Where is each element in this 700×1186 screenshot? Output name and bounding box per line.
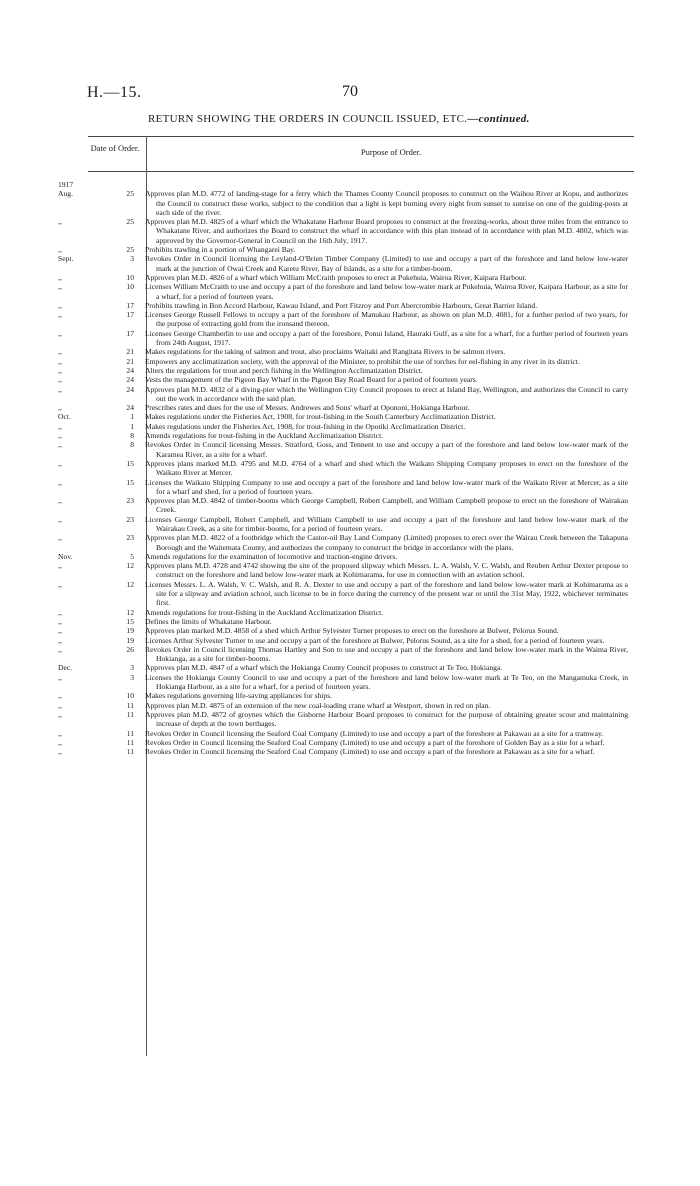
- table-row: [0, 357, 700, 366]
- order-day: 24: [126, 365, 134, 375]
- table-row: [0, 710, 700, 729]
- order-purpose: Alters the regulations for trout and perch fishing in the Wellington Acclimatization District.: [145, 365, 423, 375]
- order-day: 12: [126, 561, 134, 571]
- table-row: [0, 636, 700, 645]
- order-purpose: Prohibits trawling in a portion of Whangarei Bay.: [145, 245, 296, 255]
- order-month: ,,: [58, 747, 62, 757]
- table-row: [0, 626, 700, 635]
- table-row: [0, 375, 700, 384]
- order-day: 8: [130, 431, 134, 441]
- order-day: 15: [126, 458, 134, 468]
- table-row: [0, 431, 700, 440]
- order-month: ,,: [58, 561, 62, 571]
- order-month: ,,: [58, 691, 62, 701]
- table-row: [0, 403, 700, 412]
- order-month: ,,: [58, 644, 62, 654]
- order-day: 24: [126, 384, 134, 394]
- orders-table-body: [0, 180, 700, 756]
- order-purpose: Approves plan M.D. 4832 of a diving-pier which the Wellington City Council proposes to erect at Island Bay, Wellington, and authorizes the Council to carry out the work in accordance with the said plan.: [145, 384, 628, 403]
- report-code: H.—15.: [87, 84, 142, 101]
- table-row: [0, 608, 700, 617]
- order-purpose: Makes regulations under the Fisheries Act, 1908, for trout-fishing in the Opotiki Acclimatization District.: [145, 421, 466, 431]
- order-month: ,,: [58, 217, 62, 227]
- table-row: [0, 552, 700, 561]
- table-row: [0, 747, 700, 756]
- table-row: [0, 254, 700, 273]
- order-purpose: Prohibits trawling in Bon Accord Harbour, Kawau Island, and Port Fitzroy and Port Abercrombie Harbours, Great Barrier Island.: [145, 300, 538, 310]
- table-row: [0, 310, 700, 329]
- order-month: ,,: [58, 700, 62, 710]
- order-day: 25: [126, 189, 134, 199]
- order-month: ,,: [58, 440, 62, 450]
- order-purpose: Approves plan M.D. 4875 of an extension of the new coal-loading crane wharf at Westport, shown in red on plan.: [145, 700, 491, 710]
- order-purpose: Revokes Order in Council licensing the Seaford Coal Company (Limited) to use and occupy a part of the foreshore at Pakawau as a site for a wharf.: [145, 747, 595, 757]
- order-purpose: Approves plan M.D. 4826 of a wharf which William McCraith proposes to erect at Pukehuia, Wairoa River, Kaipara Harbour.: [145, 272, 527, 282]
- order-month: ,,: [58, 709, 62, 719]
- order-day: 25: [126, 217, 134, 227]
- order-purpose: Makes regulations governing life-saving appliances for ships.: [145, 691, 333, 701]
- order-month: ,,: [58, 579, 62, 589]
- order-month: Sept.: [58, 254, 74, 264]
- order-purpose: Vests the management of the Pigeon Bay Wharf in the Pigeon Bay Road Board for a period of fourteen years.: [145, 375, 478, 385]
- order-day: 19: [126, 635, 134, 645]
- order-month: ,,: [58, 728, 62, 738]
- table-title-main: RETURN SHOWING THE ORDERS IN COUNCIL ISSUED, ETC.: [148, 113, 468, 125]
- table-row: [0, 729, 700, 738]
- order-day: 11: [126, 700, 134, 710]
- table-row: [0, 385, 700, 404]
- table-row: [0, 645, 700, 664]
- order-month: ,,: [58, 514, 62, 524]
- order-day: 3: [130, 663, 134, 673]
- order-day: [110, 180, 134, 189]
- order-day: 12: [126, 579, 134, 589]
- order-month: ,,: [58, 421, 62, 431]
- column-header-date: Date of Order.: [90, 143, 140, 153]
- order-month: ,,: [58, 431, 62, 441]
- order-day: 3: [130, 254, 134, 264]
- order-day: 24: [126, 375, 134, 385]
- order-month: ,,: [58, 310, 62, 320]
- order-month: ,,: [58, 356, 62, 366]
- order-month: ,,: [58, 245, 62, 255]
- order-month: ,,: [58, 607, 62, 617]
- order-day: 21: [126, 347, 134, 357]
- order-purpose: Approves plan M.D. 4822 of a footbridge which the Castor-oil Bay Land Company (Limited) proposes to erect over the Wairau Creek between the Takapuna Borough and the Waitemata County, and authorizes the company to construct the bridge in accordance with the plans.: [145, 533, 628, 552]
- order-month: 1917: [58, 180, 74, 189]
- order-purpose: Licenses Arthur Sylvester Turner to use and occupy a part of the foreshore at Bulwer, Pelorus Sound, as a site for a shed, for a period of fourteen years.: [145, 635, 605, 645]
- order-day: 17: [126, 328, 134, 338]
- table-row: [0, 691, 700, 700]
- order-purpose: Makes regulations for the taking of salmon and trout, also proclaims Waitaki and Rangitata Rivers to be salmon rivers.: [145, 347, 506, 357]
- order-purpose: Approves plan M.D. 4847 of a wharf which the Hokianga County Council proposes to construct at Te Teo, Hokianga.: [145, 663, 503, 673]
- table-row: [0, 180, 700, 189]
- order-purpose: Licenses the Hokianga County Council to use and occupy a part of the foreshore and land below low-water mark at Te Teo, on the Mangamuka Creek, in Hokianga Harbour, as a site for a wharf, for a period of fourteen years.: [145, 672, 628, 692]
- order-purpose: Revokes Order in Council licensing the Seaford Coal Company (Limited) to use and occupy a part of the foreshore at Pakawau as a site for a tramway.: [145, 728, 604, 738]
- table-row: [0, 701, 700, 710]
- order-month: ,,: [58, 616, 62, 626]
- order-day: 11: [126, 737, 134, 747]
- order-day: 15: [126, 477, 134, 487]
- order-purpose: Revokes Order in Council licensing the Leyland-O'Brien Timber Company (Limited) to use and occupy a part of the foreshore and land below low-water mark at the junction of Owai Creek and Karetu River, Bay of Islands, as a site for a timber-boom.: [145, 254, 628, 273]
- table-row: [0, 217, 700, 245]
- table-header-rule: [88, 171, 634, 172]
- order-day: 23: [126, 496, 134, 506]
- order-month: ,,: [58, 272, 62, 282]
- order-day: 8: [130, 440, 134, 450]
- order-month: ,,: [58, 282, 62, 292]
- order-purpose: Approves plan M.D. 4842 of timber-booms which George Campbell, Robert Campbell, and William Campbell propose to erect on the foreshore of Wairakau Creek.: [145, 496, 628, 515]
- order-day: 19: [126, 626, 134, 636]
- table-row: [0, 189, 700, 217]
- order-day: 12: [126, 607, 134, 617]
- order-purpose: Approves plans M.D. 4728 and 4742 showing the site of the proposed slipway which Messrs. L. A. Walsh, V. C. Walsh, and Reuben Arthur Dexter propose to construct on the foreshore and land below low-water mark at Kohimarama, for use in connection with an aviation school.: [145, 561, 628, 580]
- table-row: [0, 533, 700, 552]
- table-row: [0, 459, 700, 478]
- order-day: 25: [126, 245, 134, 255]
- table-row: [0, 673, 700, 692]
- order-day: 5: [130, 551, 134, 561]
- order-day: 21: [126, 356, 134, 366]
- table-row: [0, 478, 700, 497]
- order-purpose: Makes regulations under the Fisheries Act, 1908, for trout-fishing in the South Canterbury Acclimatization District.: [145, 412, 496, 422]
- order-month: ,,: [58, 300, 62, 310]
- order-month: ,,: [58, 328, 62, 338]
- order-month: ,,: [58, 635, 62, 645]
- order-day: 23: [126, 533, 134, 543]
- order-day: 11: [126, 728, 134, 738]
- order-day: 17: [126, 310, 134, 320]
- table-row: [0, 301, 700, 310]
- table-row: [0, 496, 700, 515]
- order-purpose: Empowers any acclimatization society, with the approval of the Minister, to prohibit the use of torches for eel-fishing in any river in its district.: [145, 356, 580, 366]
- order-day: 1: [130, 412, 134, 422]
- order-purpose: Approves plan marked M.D. 4858 of a shed which Arthur Sylvester Turner proposes to erect on the foreshore at Bulwer, Pelorus Sound.: [145, 626, 559, 636]
- order-day: 10: [126, 691, 134, 701]
- order-purpose: Revokes Order in Council licensing Messrs. Stratford, Goss, and Tennent to use and occupy a part of the foreshore and land below low-water mark of the Karamea River, as a site for a wharf.: [145, 440, 628, 459]
- order-day: 17: [126, 300, 134, 310]
- order-month: ,,: [58, 533, 62, 543]
- table-title: [148, 113, 530, 125]
- order-month: ,,: [58, 375, 62, 385]
- order-month: ,,: [58, 458, 62, 468]
- order-month: ,,: [58, 403, 62, 413]
- order-purpose: Licenses George Chamberlin to use and occupy a part of the foreshore, Ponui Island, Hauraki Gulf, as a site for a wharf, for a further period of fourteen years from 24th August, 1917.: [145, 328, 628, 348]
- column-header-purpose: Purpose of Order.: [360, 147, 422, 157]
- order-day: 3: [130, 672, 134, 682]
- order-purpose: Licenses Messrs. L. A. Walsh, V. C. Walsh, and R. A. Dexter to use and occupy a part of the foreshore and land below low-water mark at Kohimarama as a site for a slipway and aviation school, such license to be in force during the currency of the present war or until the 31st May, 1922, whichever terminates first.: [145, 579, 628, 608]
- order-purpose: Licenses William McCraith to use and occupy a part of the foreshore and land below low-water mark at Pukehuia, Wairoa River, Kaipara Harbour, as a site for a wharf, for a period of fourteen years.: [145, 282, 628, 301]
- table-top-rule: [88, 136, 634, 137]
- order-purpose: Revokes Order in Council licensing Thomas Hartley and Son to use and occupy a part of the foreshore and land below low-water mark in the Waima River, Hokianga, as a site for timber-booms.: [145, 644, 628, 664]
- table-row: [0, 366, 700, 375]
- table-row: [0, 282, 700, 301]
- table-row: [0, 440, 700, 459]
- table-row: [0, 422, 700, 431]
- order-purpose: Licenses George Campbell, Robert Campbell, and William Campbell to use and occupy a part of the foreshore and land below low-water mark of the Wairakau Creek, as a site for timber-booms, for a period of fourteen years.: [145, 514, 628, 533]
- order-day: 10: [126, 282, 134, 292]
- order-month: ,,: [58, 496, 62, 506]
- order-purpose: Amends regulations for trout-fishing in the Auckland Acclimatization District.: [145, 431, 384, 441]
- order-day: 15: [126, 616, 134, 626]
- order-day: 24: [126, 403, 134, 413]
- order-month: ,,: [58, 477, 62, 487]
- table-title-continued: —continued.: [467, 113, 530, 125]
- table-row: [0, 412, 700, 421]
- table-row: [0, 515, 700, 534]
- order-month: ,,: [58, 347, 62, 357]
- order-month: ,,: [58, 626, 62, 636]
- order-purpose: Licenses the Waikato Shipping Company to use and occupy a part of the foreshore and land below low-water mark of the Waikato River at Mercer, as a site for a wharf and shed, for a period of fourteen years.: [145, 477, 628, 496]
- order-purpose: Approves plans marked M.D. 4795 and M.D. 4764 of a wharf and shed which the Waikato Shipping Company proposes to erect on the foreshore of the Waikato River at Mercer.: [145, 458, 628, 478]
- table-row: [0, 347, 700, 356]
- order-day: 1: [130, 421, 134, 431]
- order-month: Dec.: [58, 663, 73, 673]
- order-purpose: Amends regulations for trout-fishing in the Auckland Acclimatization District.: [145, 607, 384, 617]
- table-row: [0, 273, 700, 282]
- order-month: Oct.: [58, 412, 71, 422]
- order-month: Aug.: [58, 189, 73, 199]
- order-day: 26: [126, 644, 134, 654]
- order-day: 11: [126, 709, 134, 719]
- order-purpose: Prescribes rates and dues for the use of Messrs. Andrewes and Sons' wharf at Opononi, Hokianga Harbour.: [145, 403, 470, 413]
- order-month: ,,: [58, 384, 62, 394]
- order-purpose: Approves plan M.D. 4772 of landing-stage for a ferry which the Thames County Council proposes to construct on the Waihou River at Kopu, and authorizes the Council to construct these works, subject to the condition that a light is kept burning every night from sunset to sunrise on one of the guiding-posts at each side of the river.: [145, 189, 628, 217]
- table-row: [0, 561, 700, 580]
- order-purpose: Approves plan M.D. 4872 of groynes which the Gisborne Harbour Board proposes to construct for the purpose of obtaining greater scour and maintaining increase of depth at the town berthages.: [145, 709, 628, 729]
- order-month: ,,: [58, 672, 62, 682]
- order-purpose: Defines the limits of Whakatane Harbour.: [145, 616, 272, 626]
- order-purpose: Licenses George Russell Fellows to occupy a part of the foreshore of Manukau Harbour, as shown on plan M.D. 4081, for a further period of two years, for the purpose of extracting gold from the ironsand thereon.: [145, 310, 628, 329]
- order-month: Nov.: [58, 551, 73, 561]
- table-row: [0, 245, 700, 254]
- page-number: 70: [342, 83, 358, 100]
- order-purpose: Approves plan M.D. 4825 of a wharf which the Whakatane Harbour Board proposes to construct at the freezing-works, about three miles from the entrance to Whakatane River, and authorizes the Board to construct the wharf in accordance with this plan instead of in accordance with plan M.D. 4802, which was approved by the Governor-General in Council on the 16th July, 1917.: [145, 217, 628, 245]
- table-row: [0, 663, 700, 672]
- order-day: 23: [126, 514, 134, 524]
- order-purpose: Amends regulations for the examination of locomotive and traction-engine drivers.: [145, 551, 398, 561]
- table-row: [0, 580, 700, 608]
- table-row: [0, 738, 700, 747]
- order-day: 11: [126, 747, 134, 757]
- order-purpose: Revokes Order in Council licensing the Seaford Coal Company (Limited) to use and occupy a part of the foreshore of Golden Bay as a site for a wharf.: [145, 737, 605, 747]
- order-month: ,,: [58, 737, 62, 747]
- order-day: 10: [126, 272, 134, 282]
- table-row: [0, 617, 700, 626]
- order-month: ,,: [58, 365, 62, 375]
- table-row: [0, 329, 700, 348]
